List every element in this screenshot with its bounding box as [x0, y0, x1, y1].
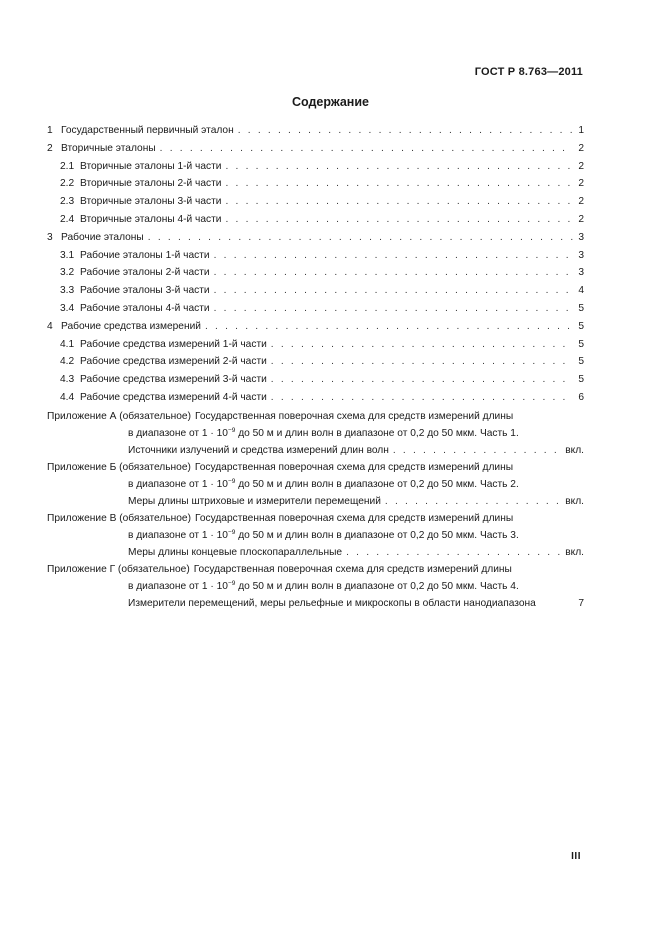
toc-entry-number: 3.1	[60, 249, 75, 261]
leader-dots	[271, 389, 573, 407]
toc-entry-number: 2.3	[60, 196, 75, 208]
appendix-title-line2: в диапазоне от $1 \cdot 10^{-9}$ до 50 м и длин волн в диапазоне от 0,2 до 50 мкм. Часть 3.	[128, 528, 519, 541]
toc-entry-number: 4.4	[60, 391, 75, 403]
toc-entry[interactable]	[47, 264, 584, 282]
toc-entry-title: Вторичные эталоны 3-й части	[80, 196, 222, 208]
appendix-entry[interactable]	[47, 561, 584, 612]
appendix-title-line3: Измерители перемещений, меры рельефные и микроскопы в области нанодиапазона	[128, 597, 536, 609]
appendix-page: 7	[578, 597, 584, 609]
leader-dots	[271, 336, 573, 354]
toc-entry[interactable]	[47, 158, 584, 176]
appendix-title-line3: Меры длины концевые плоскопараллельные	[128, 546, 343, 558]
toc-entry-number: 3.3	[60, 285, 75, 297]
toc-entry-title: Рабочие средства измерений 1-й части	[80, 338, 267, 350]
leader-dots	[346, 544, 562, 561]
toc-entry[interactable]	[47, 211, 584, 229]
appendix-entry[interactable]	[47, 510, 584, 561]
toc-entry-page: 2	[578, 160, 584, 172]
toc-entry-title: Вторичные эталоны	[61, 142, 156, 154]
toc-entry-page: 2	[578, 196, 584, 208]
toc-entry-number: 4.2	[60, 356, 75, 368]
toc-entry-page: 3	[578, 249, 584, 261]
appendix-page: вкл.	[565, 495, 584, 507]
toc-entry-page: 3	[578, 267, 584, 279]
appendix-title-line1: Государственная поверочная схема для средств измерений длины	[195, 512, 514, 524]
toc-entry-title: Рабочие эталоны 4-й части	[80, 302, 210, 314]
toc-entry-page: 5	[578, 302, 584, 314]
leader-dots	[214, 264, 573, 282]
toc-entry-number: 2.1	[60, 160, 75, 172]
toc-entry-number: 3.2	[60, 267, 75, 279]
toc-entry-page: 5	[578, 320, 584, 332]
appendix-page: вкл.	[565, 444, 584, 456]
page-title: Содержание	[291, 95, 369, 109]
table-of-contents	[47, 122, 584, 612]
toc-entry-page: 4	[578, 285, 584, 297]
leader-dots	[214, 247, 573, 265]
toc-entry-number: 2.4	[60, 213, 75, 225]
appendix-title-line2: в диапазоне от $1 \cdot 10^{-9}$ до 50 м и длин волн в диапазоне от 0,2 до 50 мкм. Часть 2.	[128, 477, 519, 490]
toc-entry-title: Государственный первичный эталон	[61, 125, 234, 136]
toc-entry[interactable]	[47, 353, 584, 371]
toc-entry-number: 4.3	[60, 374, 75, 386]
leader-dots	[238, 122, 573, 140]
appendix-title-line3: Источники излучений и средства измерений длин волн	[128, 444, 389, 456]
appendix-title-line2: в диапазоне от $1 \cdot 10^{-9}$ до 50 м и длин волн в диапазоне от 0,2 до 50 мкм. Часть 4.	[128, 579, 519, 592]
toc-entry[interactable]	[47, 371, 584, 389]
appendix-entry[interactable]	[47, 408, 584, 459]
document-id: ГОСТ Р 8.763—2011	[474, 66, 583, 78]
leader-dots	[271, 371, 573, 389]
appendix-label: Приложение Г (обязательное)	[47, 563, 190, 575]
toc-entry-title: Вторичные эталоны 2-й части	[80, 178, 222, 190]
appendix-title-line2: в диапазоне от $1 \cdot 10^{-9}$ до 50 м и длин волн в диапазоне от 0,2 до 50 мкм. Часть 1.	[128, 426, 519, 439]
leader-dots	[214, 282, 573, 300]
appendix-label: Приложение А (обязательное)	[47, 410, 191, 422]
appendix-title-line3: Меры длины штриховые и измерители перемещений	[128, 495, 381, 507]
toc-entry-page: 1	[578, 125, 584, 136]
leader-dots	[225, 158, 573, 176]
toc-entry-page: 2	[578, 142, 584, 154]
toc-entry-number: 2.2	[60, 178, 75, 190]
toc-entry-title: Рабочие эталоны 1-й части	[80, 249, 210, 261]
toc-entry[interactable]	[47, 318, 584, 336]
toc-entry[interactable]	[47, 122, 584, 140]
leader-dots	[214, 300, 573, 318]
toc-entry-title: Рабочие средства измерений 4-й части	[80, 391, 267, 403]
toc-entry-number: 4.1	[60, 338, 75, 350]
appendix-page: вкл.	[565, 546, 584, 558]
toc-entry-title: Рабочие эталоны 3-й части	[80, 285, 210, 297]
toc-entry-page: 6	[578, 391, 584, 403]
leader-dots	[148, 229, 573, 247]
toc-entry-title: Рабочие средства измерений 2-й части	[80, 356, 267, 368]
appendix-title-line1: Государственная поверочная схема для средств измерений длины	[194, 461, 514, 473]
toc-entry[interactable]	[47, 140, 584, 158]
toc-entry[interactable]	[47, 300, 584, 318]
appendix-label: Приложение В (обязательное)	[47, 512, 191, 524]
appendix-title-line1: Государственная поверочная схема для средств измерений длины	[195, 410, 514, 422]
toc-entry[interactable]	[47, 175, 584, 193]
toc-entry[interactable]	[47, 282, 584, 300]
leader-dots	[160, 140, 573, 158]
toc-entry-page: 5	[578, 356, 584, 368]
leader-dots	[385, 493, 562, 510]
toc-entry-number: 3.4	[60, 302, 75, 314]
page-number: III	[571, 851, 581, 862]
toc-entry-page: 2	[578, 178, 584, 190]
toc-entry-number: 3	[47, 231, 53, 243]
toc-entry-title: Рабочие средства измерений 3-й части	[80, 374, 267, 386]
toc-entry[interactable]	[47, 336, 584, 354]
toc-entry-title: Вторичные эталоны 1-й части	[80, 160, 222, 172]
appendix-entry[interactable]	[47, 459, 584, 510]
appendix-title-line1: Государственная поверочная схема для средств измерений длины	[193, 563, 512, 575]
leader-dots	[393, 442, 562, 459]
leader-dots	[225, 175, 573, 193]
toc-entries	[47, 122, 584, 407]
toc-entry[interactable]	[47, 247, 584, 265]
leader-dots	[225, 211, 573, 229]
leader-dots	[225, 193, 573, 211]
toc-entry-title: Вторичные эталоны 4-й части	[80, 213, 222, 225]
appendix-label: Приложение Б (обязательное)	[47, 461, 191, 473]
toc-entry-number: 4	[47, 320, 53, 332]
toc-entry[interactable]	[47, 389, 584, 407]
toc-entry[interactable]	[47, 229, 584, 247]
toc-entry-title: Рабочие эталоны	[61, 231, 144, 243]
toc-entry-page: 3	[578, 231, 584, 243]
toc-entry-page: 5	[578, 338, 584, 350]
toc-entry-page: 5	[578, 374, 584, 386]
toc-entry[interactable]	[47, 193, 584, 211]
toc-entry-number: 1	[47, 125, 53, 136]
toc-entry-page: 2	[578, 213, 584, 225]
toc-entry-number: 2	[47, 142, 53, 154]
toc-entry-title: Рабочие эталоны 2-й части	[80, 267, 210, 279]
leader-dots	[271, 353, 573, 371]
appendix-entries	[47, 408, 584, 612]
toc-entry-title: Рабочие средства измерений	[61, 320, 201, 332]
leader-dots	[205, 318, 573, 336]
